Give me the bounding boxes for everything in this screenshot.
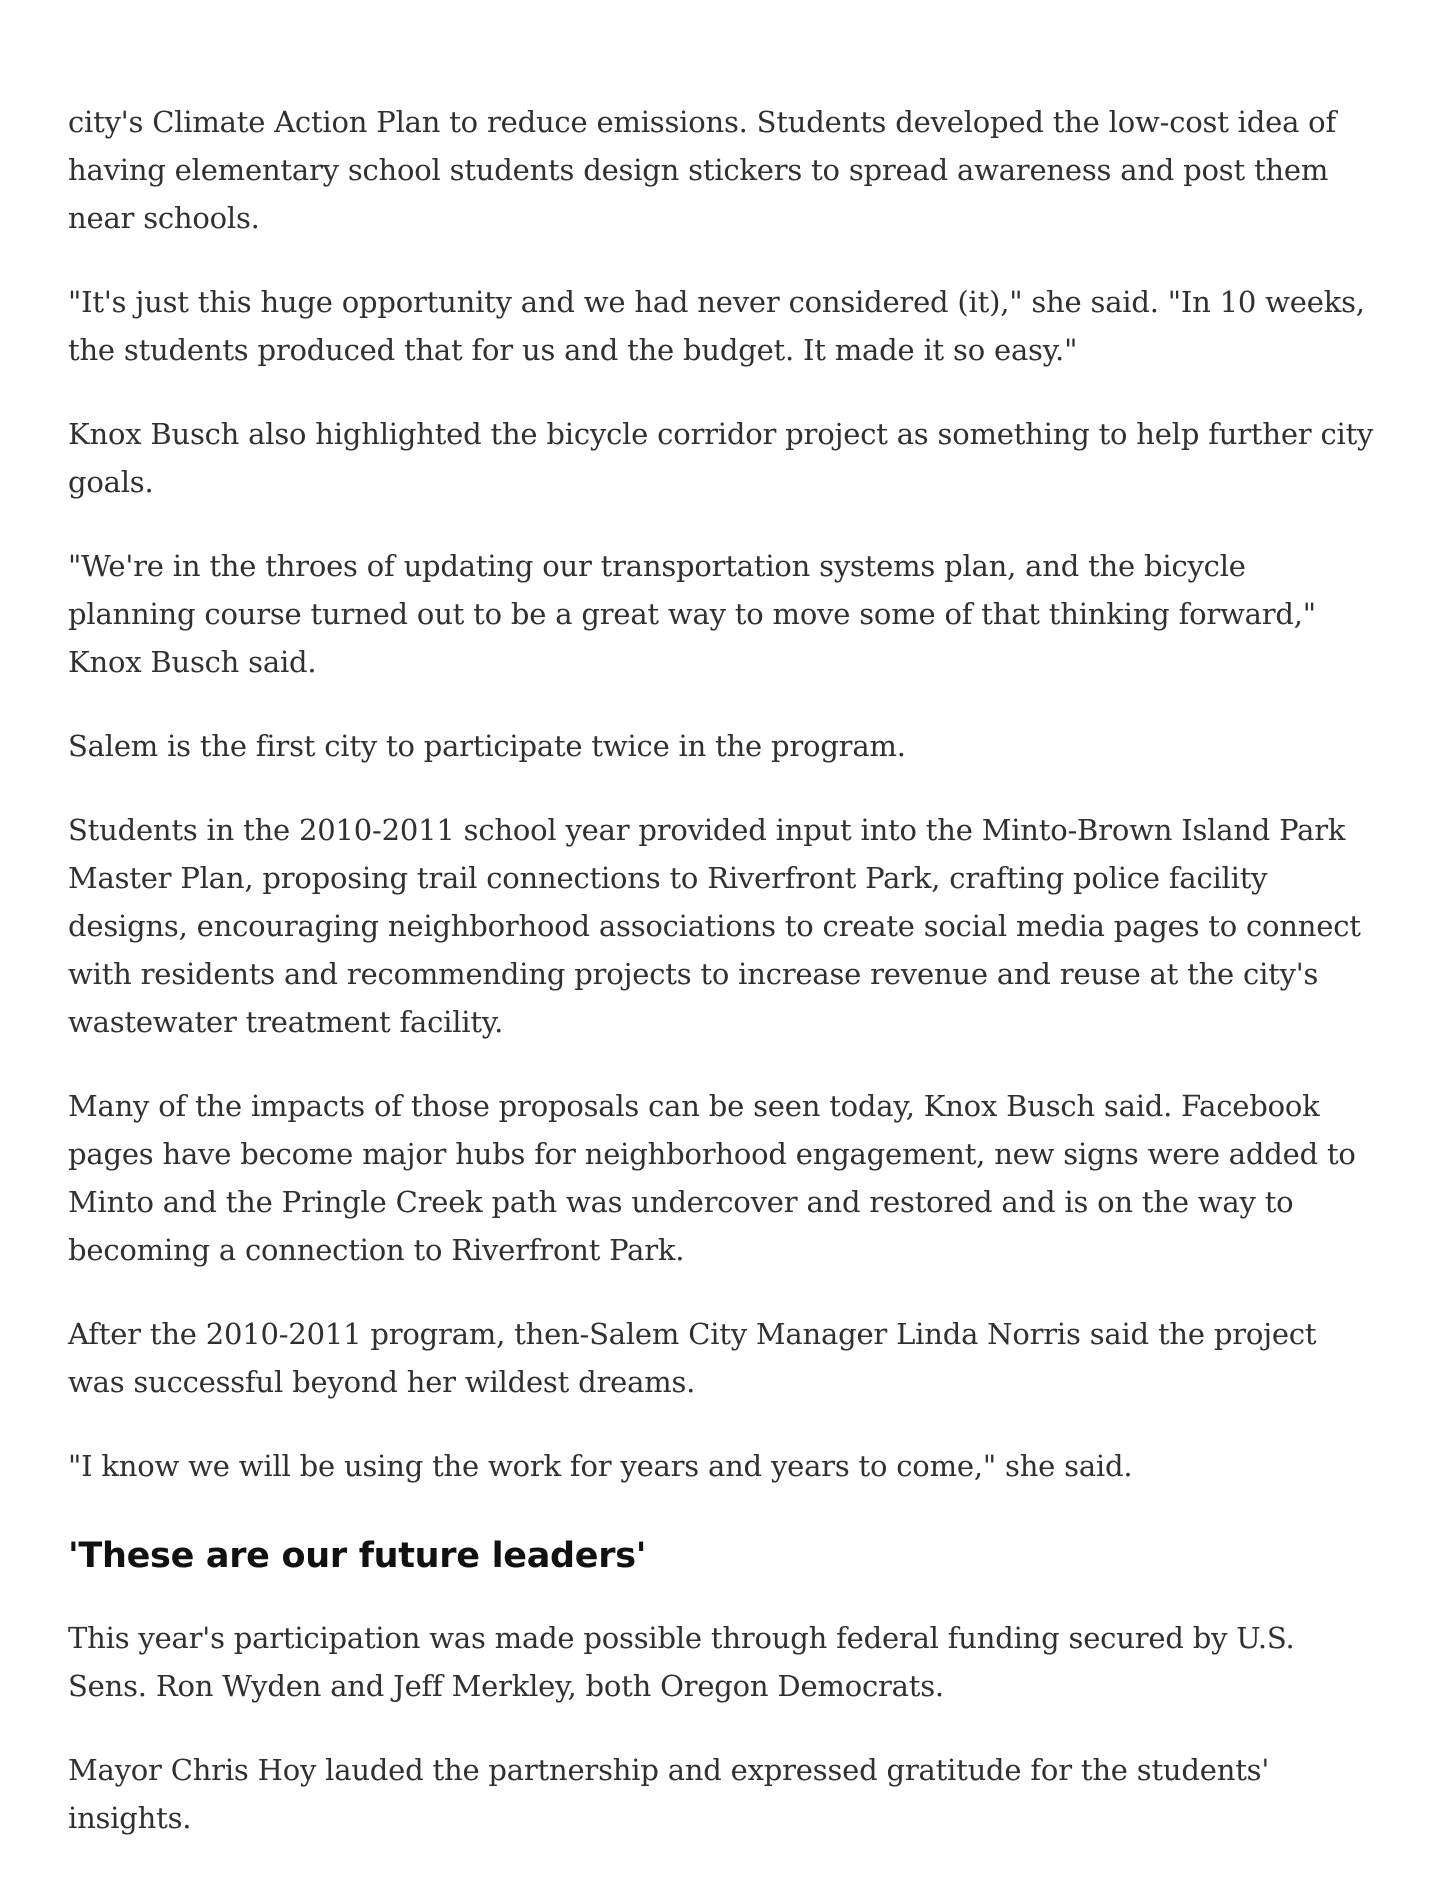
article-paragraph: Students in the 2010-2011 school year provided input into the Minto-Brown Island Park Master Plan, proposing trail connections to Riverfront Park, crafting police facility designs, encouraging neighborhood associations to create social media pages to connect with residents and recommending projects to increase revenue and reuse at the city's wastewater treatment facility. [68, 813, 1361, 1039]
article-paragraph: Mayor Chris Hoy lauded the partnership and expressed gratitude for the students' insights. [68, 1753, 1270, 1835]
article-paragraph: "We're in the throes of updating our transportation systems plan, and the bicycle planning course turned out to be a great way to move some of that thinking forward," Knox Busch said. [68, 549, 1316, 679]
article-paragraph: "I know we will be using the work for years and years to come," she said. [68, 1449, 1133, 1483]
article-paragraph: This year's participation was made possible through federal funding secured by U.S. Sens. Ron Wyden and Jeff Merkley, both Oregon Democrats. [68, 1621, 1295, 1703]
article-paragraph: Salem is the first city to participate twice in the program. [68, 729, 906, 763]
article-body [68, 98, 1378, 1878]
article-paragraph: Knox Busch also highlighted the bicycle corridor project as something to help further city goals. [68, 417, 1374, 499]
article-paragraph: "It's just this huge opportunity and we had never considered (it)," she said. "In 10 weeks, the students produced that for us and the budget. It made it so easy." [68, 285, 1365, 367]
article-paragraph: After the 2010-2011 program, then-Salem City Manager Linda Norris said the project was successful beyond her wildest dreams. [68, 1317, 1317, 1399]
section-subheading: 'These are our future leaders' [68, 1536, 647, 1576]
article-paragraph: Many of the impacts of those proposals can be seen today, Knox Busch said. Facebook pages have become major hubs for neighborhood engagement, new signs were added to Minto and the Pringle Creek path was undercover and restored and is on the way to becoming a connection to Riverfront Park. [68, 1089, 1356, 1267]
article-paragraph: city's Climate Action Plan to reduce emissions. Students developed the low-cost idea of having elementary school students design stickers to spread awareness and post them near schools. [68, 105, 1336, 235]
